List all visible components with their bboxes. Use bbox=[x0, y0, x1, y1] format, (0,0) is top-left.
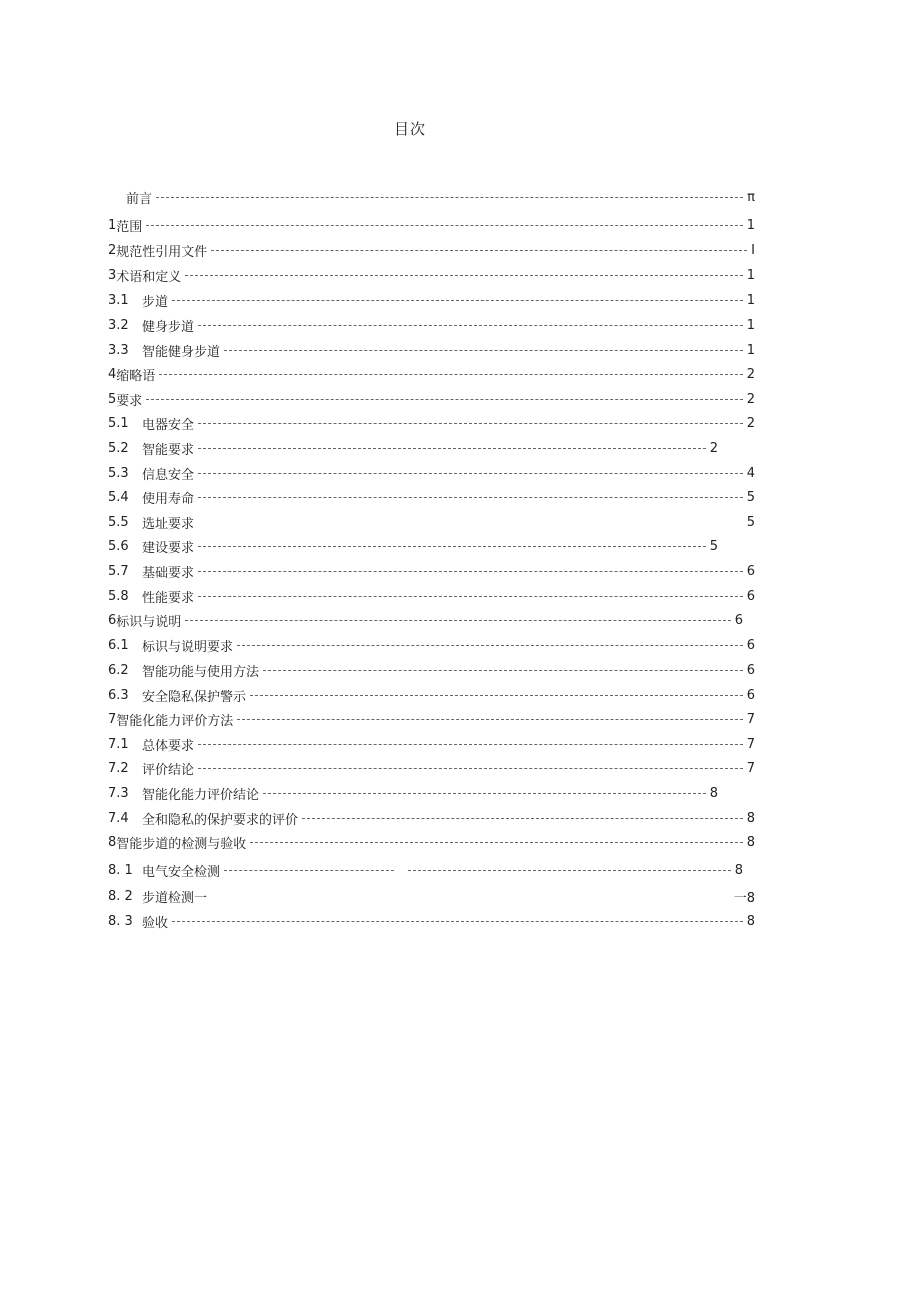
toc-title: 目次 bbox=[394, 120, 427, 138]
toc-entry[interactable] bbox=[108, 782, 718, 804]
toc-entry-text: 前言 bbox=[126, 191, 153, 207]
toc-leader bbox=[198, 768, 743, 769]
toc-entry-label bbox=[108, 887, 207, 906]
toc-entry-number: 7.3 bbox=[108, 785, 129, 801]
toc-entry[interactable] bbox=[108, 511, 755, 533]
toc-entry-text: 验收 bbox=[142, 915, 169, 931]
toc-leader bbox=[250, 695, 743, 696]
toc-entry-text: 健身步道 bbox=[142, 319, 195, 335]
toc-entry-number: 8. 3 bbox=[108, 913, 133, 929]
toc-entry-text: 信息安全 bbox=[142, 467, 195, 483]
toc-entry-number: 5.7 bbox=[108, 563, 129, 579]
toc-entry[interactable] bbox=[108, 289, 755, 311]
toc-entry[interactable] bbox=[108, 339, 755, 361]
toc-entry-page: 5 bbox=[746, 514, 755, 530]
toc-entry-page: π bbox=[747, 189, 755, 205]
toc-entry-number: 5.4 bbox=[108, 489, 129, 505]
toc-entry-text: 电器安全 bbox=[142, 417, 195, 433]
toc-leader bbox=[156, 197, 743, 198]
toc-entry[interactable] bbox=[126, 186, 755, 208]
toc-entry-number: 7 bbox=[108, 711, 117, 727]
toc-entry-text: 建设要求 bbox=[142, 540, 195, 556]
toc-entry-text: 电气安全检测 bbox=[142, 864, 221, 880]
toc-entry-text: 使用寿命 bbox=[142, 491, 195, 507]
toc-entry-number: 7.1 bbox=[108, 736, 129, 752]
toc-entry-label bbox=[108, 316, 194, 335]
toc-entry-label bbox=[108, 241, 207, 260]
toc-leader bbox=[237, 645, 743, 646]
toc-leader bbox=[211, 250, 747, 251]
toc-entry-text: 智能步道的检测与验收 bbox=[116, 836, 247, 852]
toc-entry-label bbox=[108, 661, 259, 680]
toc-entry-label bbox=[108, 809, 298, 828]
toc-entry-label bbox=[108, 833, 246, 852]
toc-leader bbox=[198, 497, 743, 498]
toc-leader bbox=[198, 325, 743, 326]
toc-leader bbox=[408, 870, 731, 871]
toc-entry-label bbox=[108, 216, 142, 235]
toc-leader bbox=[185, 275, 742, 276]
toc-entry-label bbox=[108, 365, 155, 384]
toc-entry[interactable] bbox=[108, 708, 755, 730]
toc-entry-page: 6 bbox=[734, 612, 743, 628]
toc-entry-text: 术语和定义 bbox=[116, 269, 182, 285]
toc-entry-page: 6 bbox=[746, 588, 755, 604]
toc-entry-text: 智能功能与使用方法 bbox=[142, 664, 260, 680]
toc-entry-page: 5 bbox=[746, 489, 755, 505]
toc-entry-page: 2 bbox=[746, 366, 755, 382]
toc-leader bbox=[224, 870, 394, 871]
toc-entry-text: 标识与说明 bbox=[116, 614, 182, 630]
toc-entry-number: 5.2 bbox=[108, 440, 129, 456]
toc-leader bbox=[185, 620, 730, 621]
toc-entry-label bbox=[108, 611, 181, 630]
toc-leader bbox=[198, 546, 706, 547]
toc-entry[interactable] bbox=[108, 807, 755, 829]
toc-leader bbox=[237, 719, 742, 720]
toc-entry-number: 5 bbox=[108, 391, 117, 407]
toc-entry[interactable] bbox=[108, 437, 718, 459]
toc-entry-label bbox=[108, 759, 194, 778]
toc-entry-label bbox=[108, 266, 181, 285]
toc-entry-number: 4 bbox=[108, 366, 117, 382]
toc-entry[interactable] bbox=[108, 264, 755, 286]
toc-entry-page: 2 bbox=[709, 440, 718, 456]
toc-entry-label bbox=[108, 784, 259, 803]
toc-entry-number: 5.3 bbox=[108, 465, 129, 481]
toc-entry-label bbox=[108, 464, 194, 483]
toc-entry-text: 全和隐私的保护要求的评价 bbox=[142, 812, 299, 828]
toc-entry-text: 缩略语 bbox=[116, 368, 156, 384]
toc-entry-label bbox=[108, 390, 142, 409]
toc-entry-text: 步道检测一 bbox=[142, 890, 208, 906]
toc-leader bbox=[224, 350, 743, 351]
toc-entry-text: 步道 bbox=[142, 294, 169, 310]
toc-leader bbox=[146, 399, 742, 400]
toc-entry-label bbox=[108, 537, 194, 556]
toc-entry-number: 3.1 bbox=[108, 292, 129, 308]
toc-entry-page: 8 bbox=[746, 810, 755, 826]
toc-entry[interactable] bbox=[108, 585, 755, 607]
toc-leader bbox=[172, 921, 743, 922]
toc-entry-label bbox=[108, 710, 233, 729]
toc-entry-number: 5.5 bbox=[108, 514, 129, 530]
toc-entry-label bbox=[108, 414, 194, 433]
toc-entry-number: 8. 1 bbox=[108, 862, 133, 878]
toc-entry-label bbox=[108, 562, 194, 581]
toc-entry-number: 7.4 bbox=[108, 810, 129, 826]
toc-entry-number: 2 bbox=[108, 242, 117, 258]
toc-entry-page: 一8 bbox=[733, 890, 755, 906]
toc-entry-page: 4 bbox=[746, 465, 755, 481]
toc-entry-page: 2 bbox=[746, 415, 755, 431]
toc-entry[interactable] bbox=[108, 314, 755, 336]
toc-entry-label bbox=[108, 439, 194, 458]
toc-entry[interactable] bbox=[108, 214, 755, 236]
toc-entry-page: 7 bbox=[746, 736, 755, 752]
toc-entry[interactable] bbox=[108, 388, 755, 410]
toc-entry-label bbox=[108, 686, 246, 705]
toc-entry[interactable] bbox=[108, 412, 755, 434]
toc-entry-page: 8 bbox=[709, 785, 718, 801]
toc-entry-number: 7.2 bbox=[108, 760, 129, 776]
toc-entry[interactable] bbox=[108, 733, 755, 755]
toc-entry-label bbox=[108, 488, 194, 507]
toc-entry-text: 规范性引用文件 bbox=[116, 244, 208, 260]
toc-leader bbox=[198, 744, 743, 745]
toc-entry-page: 6 bbox=[746, 687, 755, 703]
toc-entry[interactable] bbox=[108, 757, 755, 779]
toc-leader bbox=[172, 300, 743, 301]
toc-entry[interactable] bbox=[108, 885, 755, 907]
toc-entry-number: 5.8 bbox=[108, 588, 129, 604]
toc-leader bbox=[263, 670, 743, 671]
toc-entry[interactable] bbox=[108, 910, 755, 932]
toc-leader bbox=[250, 842, 742, 843]
toc-leader bbox=[198, 448, 706, 449]
toc-entry-text: 基础要求 bbox=[142, 565, 195, 581]
toc-entry-number: 6.1 bbox=[108, 637, 129, 653]
toc-entry-number: 8 bbox=[108, 834, 117, 850]
toc-entry[interactable] bbox=[108, 363, 755, 385]
toc-entry-text: 范围 bbox=[116, 219, 143, 235]
toc-leader bbox=[159, 374, 742, 375]
toc-entry-number: 1 bbox=[108, 217, 117, 233]
toc-leader bbox=[198, 423, 743, 424]
toc-entry[interactable] bbox=[108, 462, 755, 484]
toc-entry[interactable] bbox=[108, 634, 755, 656]
toc-entry-page: I bbox=[751, 242, 755, 258]
toc-entry-label bbox=[108, 861, 220, 880]
toc-entry-text: 总体要求 bbox=[142, 738, 195, 754]
toc-entry-text: 智能化能力评价结论 bbox=[142, 787, 260, 803]
toc-entry-page: 1 bbox=[746, 292, 755, 308]
toc-entry-page: 8 bbox=[746, 834, 755, 850]
toc-leader bbox=[198, 473, 743, 474]
toc-entry[interactable] bbox=[108, 831, 755, 853]
toc-entry-label bbox=[108, 636, 233, 655]
toc-leader bbox=[302, 818, 743, 819]
toc-entry-text: 智能健身步道 bbox=[142, 344, 221, 360]
toc-entry[interactable] bbox=[108, 609, 743, 631]
toc-entry-page: 6 bbox=[746, 662, 755, 678]
toc-entry-text: 智能要求 bbox=[142, 442, 195, 458]
toc-entry-number: 8. 2 bbox=[108, 888, 133, 904]
toc-entry-page: 7 bbox=[746, 711, 755, 727]
toc-leader bbox=[263, 793, 706, 794]
toc-entry-page: 2 bbox=[746, 391, 755, 407]
toc-entry-page: 7 bbox=[746, 760, 755, 776]
toc-entry-number: 5.6 bbox=[108, 538, 129, 554]
toc-entry-page: 1 bbox=[746, 217, 755, 233]
toc-entry-number: 3 bbox=[108, 267, 117, 283]
toc-entry-page: 8 bbox=[734, 862, 743, 878]
toc-entry[interactable] bbox=[108, 486, 755, 508]
toc-entry-number: 6.3 bbox=[108, 687, 129, 703]
toc-entry-label bbox=[126, 188, 152, 207]
toc-entry-number: 3.3 bbox=[108, 342, 129, 358]
toc-leader bbox=[198, 596, 743, 597]
toc-leader bbox=[146, 225, 742, 226]
toc-entry-label bbox=[108, 912, 168, 931]
toc-entry-number: 6.2 bbox=[108, 662, 129, 678]
toc-entry-text: 标识与说明要求 bbox=[142, 639, 234, 655]
toc-entry-label bbox=[108, 587, 194, 606]
toc-entry[interactable] bbox=[108, 535, 718, 557]
toc-entry-text: 要求 bbox=[116, 393, 143, 409]
toc-entry-text: 评价结论 bbox=[142, 762, 195, 778]
toc-entry-page: 1 bbox=[746, 267, 755, 283]
toc-entry-number: 6 bbox=[108, 612, 117, 628]
toc-entry-page: 6 bbox=[746, 637, 755, 653]
toc-entry-label bbox=[108, 291, 168, 310]
toc-entry-number: 3.2 bbox=[108, 317, 129, 333]
toc-entry[interactable] bbox=[108, 239, 755, 261]
toc-entry-page: 1 bbox=[746, 317, 755, 333]
toc-entry-text: 性能要求 bbox=[142, 590, 195, 606]
toc-entry-text: 安全隐私保护警示 bbox=[142, 689, 247, 705]
toc-entry-page: 1 bbox=[746, 342, 755, 358]
toc-entry-text: 智能化能力评价方法 bbox=[116, 713, 234, 729]
toc-entry-label bbox=[108, 735, 194, 754]
toc-entry[interactable] bbox=[108, 684, 755, 706]
toc-leader bbox=[198, 571, 743, 572]
toc-entry[interactable] bbox=[108, 859, 743, 881]
toc-entry[interactable] bbox=[108, 560, 755, 582]
toc-entry-number: 5.1 bbox=[108, 415, 129, 431]
toc-entry-page: 5 bbox=[709, 538, 718, 554]
toc-entry-text: 选址要求 bbox=[142, 516, 195, 532]
toc-entry[interactable] bbox=[108, 659, 755, 681]
toc-entry-page: 8 bbox=[746, 913, 755, 929]
toc-entry-label bbox=[108, 341, 220, 360]
toc-entry-page: 6 bbox=[746, 563, 755, 579]
toc-entry-label bbox=[108, 513, 194, 532]
